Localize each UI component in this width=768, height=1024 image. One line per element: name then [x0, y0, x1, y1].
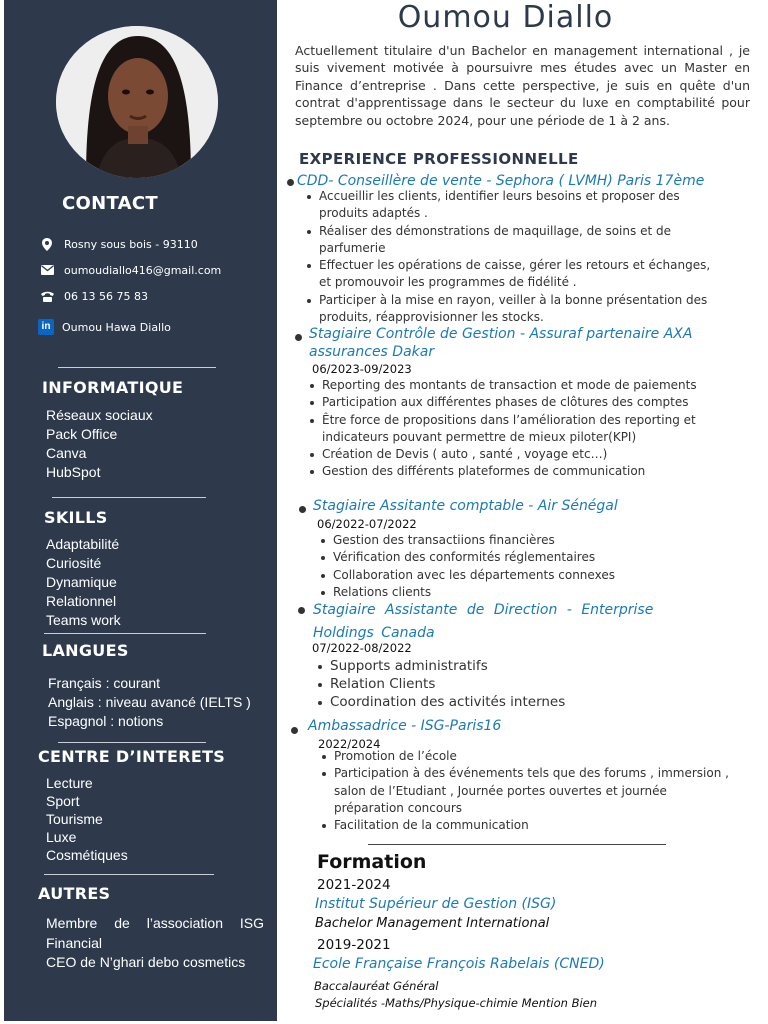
list-item: Participation aux différentes phases de clôtures des comptes [308, 394, 734, 411]
list-item: Réaliser des démonstrations de maquillage, de soins et de parfumerie [305, 223, 725, 258]
list-item: Gestion des différents plateformes de communication [308, 463, 734, 480]
list-item: Membre de l’association ISG Financial [46, 915, 264, 951]
portrait-image [56, 26, 218, 178]
location-pin-icon [38, 237, 56, 251]
job-title: CDD- Conseillère de vente - Sephora ( LVMH) Paris 17ème [297, 173, 705, 189]
contact-location [38, 236, 198, 252]
autres-heading: AUTRES [38, 884, 111, 903]
divider [58, 742, 206, 743]
experience-heading: EXPERIENCE PROFESSIONNELLE [299, 150, 579, 168]
profile-summary: Actuellement titulaire d'un Bachelor en management international , je suis vivement motivée à poursuivre mes études avec un Master en Finance d’entreprise . Dans cette perspective, je suis en quête d'un contrat d'apprentissage dans le secteur du luxe en comptabilité pour septembre ou octobre 2024, pour une période de 1 à 2 ans. [295, 43, 750, 128]
location-text: Rosny sous bois - 93110 [64, 237, 198, 251]
envelope-icon [38, 263, 56, 277]
list-item: Relation Clients [316, 675, 736, 693]
list-item: Teams work [46, 612, 121, 628]
profile-photo [56, 26, 218, 178]
list-item: Être force de propositions dans l’amélioration des reporting et indicateurs pouvant permettre de mieux piloter(KPI) [308, 412, 734, 447]
formation-school: Ecole Française François Rabelais (CNED) [313, 956, 605, 972]
list-item: Accueillir les clients, identifier leurs besoins et proposer des produits adaptés . [305, 188, 725, 223]
job-date: 06/2023-09/2023 [312, 362, 412, 376]
job-title: Stagiaire Contrôle de Gestion - Assuraf partenaire AXA [309, 326, 693, 342]
list-item: Réseaux sociaux [46, 407, 153, 423]
list-item: Vérification des conformités réglementaires [319, 549, 739, 566]
list-item: Participation à des événements tels que des forums , immersion , salon de l’Etudiant , Journée portes ouvertes et journée préparation concours [320, 765, 738, 817]
list-item: Création de Devis ( auto , santé , voyage etc…) [308, 446, 734, 463]
phone-icon [38, 289, 56, 303]
interets-list [46, 774, 128, 864]
contact-heading: CONTACT [62, 193, 158, 214]
formation-detail: Spécialités -Maths/Physique-chimie Mention Bien [315, 996, 598, 1010]
candidate-name: Oumou Diallo [397, 0, 614, 35]
job-bullets [320, 748, 738, 834]
list-item: Reporting des montants de transaction et mode de paiements [308, 377, 734, 394]
interets-heading: CENTRE D’INTERETS [38, 747, 226, 766]
list-item: CEO de N’ghari debo cosmetics [46, 954, 246, 970]
formation-date: 2021-2024 [317, 877, 391, 893]
list-item: Relations clients [319, 584, 739, 601]
list-item: HubSpot [46, 464, 101, 480]
list-item: Collaboration avec les départements connexes [319, 567, 739, 584]
job-date: 07/2022-08/2022 [312, 641, 412, 655]
list-item: Gestion des transactiions financières [319, 532, 739, 549]
divider [52, 497, 206, 498]
list-item: Espagnol : notions [48, 713, 164, 729]
contact-email[interactable] [38, 262, 221, 278]
divider [44, 874, 214, 875]
langues-list [48, 674, 251, 731]
divider [368, 844, 666, 845]
bullet-dot [291, 727, 298, 734]
formation-degree: Bachelor Management International [315, 916, 550, 931]
bullet-dot [298, 607, 305, 614]
list-item: Cosmétiques [46, 847, 128, 863]
linkedin-text[interactable]: Oumou Hawa Diallo [62, 320, 171, 334]
divider [44, 633, 206, 634]
skills-heading: SKILLS [44, 508, 108, 527]
list-item: Coordination des activités internes [316, 693, 736, 711]
job-bullets [316, 657, 736, 712]
skills-list [46, 535, 121, 630]
job-title-continued: assurances Dakar [309, 344, 435, 360]
list-item: Pack Office [46, 426, 118, 442]
list-item: Promotion de l’école [320, 748, 738, 765]
list-item: Dynamique [46, 574, 117, 590]
list-item: Canva [46, 445, 87, 461]
job-bullets [305, 188, 725, 326]
list-item: Participer à la mise en rayon, veiller à la bonne présentation des produits, réapprovisionner les stocks. [305, 292, 725, 327]
bullet-dot [295, 334, 302, 341]
phone-text[interactable]: 06 13 56 75 83 [64, 289, 148, 303]
job-date: 06/2022-07/2022 [317, 517, 417, 531]
list-item: Curiosité [46, 555, 102, 571]
formation-degree: Baccalauréat Général [314, 979, 439, 993]
list-item: Adaptabilité [46, 536, 120, 552]
formation-heading: Formation [317, 851, 427, 873]
list-item: Luxe [46, 829, 77, 845]
informatique-heading: INFORMATIQUE [42, 378, 184, 397]
informatique-list [46, 406, 153, 482]
autres-list [46, 914, 264, 973]
contact-linkedin[interactable] [38, 319, 171, 335]
bullet-dot [299, 506, 306, 513]
job-title-continued: Holdings Canada [313, 625, 435, 641]
job-title: Ambassadrice - ISG-Paris16 [308, 718, 502, 734]
list-item: Lecture [46, 775, 93, 791]
list-item: Français : courant [48, 675, 161, 691]
sidebar [4, 0, 277, 1021]
job-title: Stagiaire Assitante comptable - Air Sénégal [313, 498, 618, 514]
email-text[interactable]: oumoudiallo416@gmail.com [64, 263, 222, 277]
list-item: Supports administratifs [316, 657, 736, 675]
list-item: Relationnel [46, 593, 117, 609]
bullet-dot [287, 179, 294, 186]
list-item: Facilitation de la communication [320, 817, 738, 834]
list-item: Anglais : niveau avancé (IELTS ) [48, 694, 251, 710]
contact-phone[interactable] [38, 288, 148, 304]
linkedin-icon: in [38, 319, 54, 335]
job-bullets [319, 532, 739, 601]
langues-heading: LANGUES [42, 641, 129, 660]
list-item: Sport [46, 793, 80, 809]
divider [58, 367, 216, 368]
list-item: Tourisme [46, 811, 103, 827]
formation-date: 2019-2021 [317, 937, 391, 953]
job-date: 2022/2024 [318, 737, 381, 751]
formation-school: Institut Supérieur de Gestion (ISG) [315, 896, 557, 912]
list-item: Effectuer les opérations de caisse, gérer les retours et échanges, et promouvoir les programmes de fidélité . [305, 257, 725, 292]
job-title: Stagiaire Assistante de Direction - Enterprise [313, 602, 654, 618]
job-bullets [308, 377, 734, 481]
